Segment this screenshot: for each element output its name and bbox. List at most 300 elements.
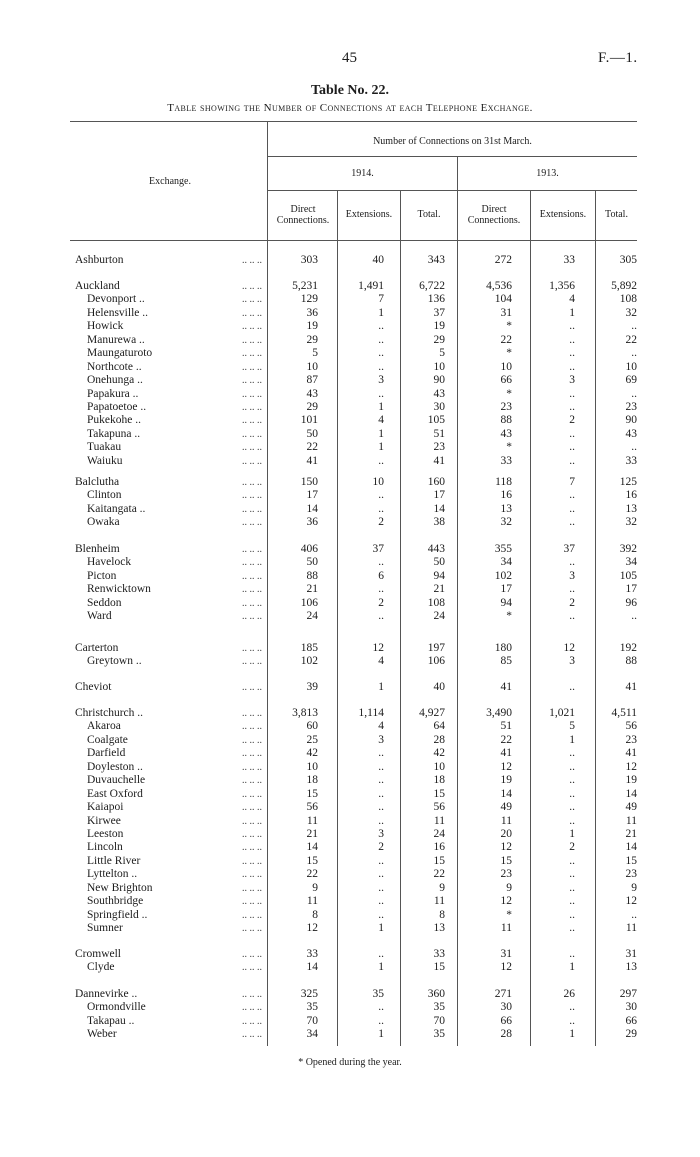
cell-d14: 36 [306, 516, 318, 529]
cell-t14: 136 [427, 293, 445, 306]
cell-e14: 1,114 [358, 707, 384, 719]
cell-e13: .. [569, 320, 575, 333]
cell-e13: 33 [563, 254, 575, 266]
cell-d13: 22 [500, 733, 512, 746]
cell-d14: 50 [306, 556, 318, 569]
cell-d13: 43 [500, 427, 512, 440]
exchange-name: Pukekohe .. [87, 414, 141, 427]
cell-d13: 28 [500, 1028, 512, 1041]
cell-e13: 4 [569, 293, 575, 306]
table-row [0, 556, 700, 569]
leader-dots: .. .. .. [242, 734, 262, 746]
cell-d13: 3,490 [486, 707, 512, 719]
cell-d14: 185 [300, 642, 318, 654]
exchange-name: Howick [87, 320, 124, 333]
cell-d14: 325 [300, 988, 318, 1000]
cell-t13: 125 [619, 476, 637, 488]
cell-e14: .. [378, 787, 384, 800]
cell-e13: 1 [569, 827, 575, 840]
cell-d14: 8 [312, 908, 318, 921]
cell-e14: 12 [372, 642, 384, 654]
table-row [0, 388, 700, 401]
table-row [0, 909, 700, 922]
exchange-name: Seddon [87, 596, 122, 609]
leader-dots: .. .. .. [242, 415, 262, 427]
cell-e14: 1 [378, 1028, 384, 1041]
cell-d13: 31 [500, 306, 512, 319]
cell-e13: .. [569, 427, 575, 440]
cell-t13: 5,892 [611, 280, 637, 292]
cell-e13: 1 [569, 961, 575, 974]
cell-d14: 35 [306, 1001, 318, 1014]
cell-t13: 23 [625, 868, 637, 881]
cell-t14: 197 [427, 642, 445, 654]
cell-d14: 303 [300, 254, 318, 266]
cell-d13: * [506, 908, 512, 921]
cell-t14: 30 [433, 400, 445, 413]
cell-t14: 106 [427, 655, 445, 668]
cell-d13: 49 [500, 801, 512, 814]
table-row [0, 570, 700, 583]
cell-d14: 41 [306, 454, 318, 467]
cell-t14: 28 [433, 733, 445, 746]
cell-d14: 10 [306, 360, 318, 373]
cell-e13: .. [569, 610, 575, 623]
cell-d14: 22 [306, 868, 318, 881]
cell-t13: 66 [625, 1014, 637, 1027]
cell-d13: 272 [494, 254, 512, 266]
table-row [0, 841, 700, 854]
cell-d14: 18 [306, 774, 318, 787]
leader-dots: .. .. .. [242, 455, 262, 467]
table-row [0, 707, 700, 720]
cell-t14: 443 [427, 543, 445, 555]
cell-d13: * [506, 320, 512, 333]
cell-e14: 3 [378, 374, 384, 387]
table-row [0, 1028, 700, 1041]
leader-dots: .. .. .. [242, 656, 262, 668]
exchange-name: Devonport .. [87, 293, 145, 306]
leader-dots: .. .. .. [242, 442, 262, 454]
cell-t13: 14 [625, 787, 637, 800]
cell-d14: 43 [306, 387, 318, 400]
exchange-name: Ashburton [75, 254, 124, 266]
table-row [0, 334, 700, 347]
cell-d13: * [506, 387, 512, 400]
exchange-name: East Oxford [87, 787, 143, 800]
cell-e13: .. [569, 681, 575, 693]
leader-dots: .. .. .. [242, 869, 262, 881]
exchange-name: Papakura .. [87, 387, 139, 400]
document-reference: F.—1. [598, 50, 638, 66]
table-row [0, 428, 700, 441]
cell-t14: 24 [433, 610, 445, 623]
exchange-name: Darfield [87, 747, 126, 760]
cell-t13: 41 [625, 747, 637, 760]
cell-d13: 12 [500, 895, 512, 908]
exchange-name: Little River [87, 854, 141, 867]
cell-e13: 37 [563, 543, 575, 555]
year-header-rule [267, 190, 637, 191]
cell-e13: .. [569, 895, 575, 908]
cell-d13: 355 [494, 543, 512, 555]
cell-d13: 4,536 [486, 280, 512, 292]
leader-dots: .. .. .. [242, 708, 262, 719]
cell-e13: 5 [569, 720, 575, 733]
table-row [0, 610, 700, 623]
cell-d13: 180 [494, 642, 512, 654]
cell-t13: .. [631, 610, 637, 623]
leader-dots: .. .. .. [242, 721, 262, 733]
exchange-name: Lyttelton .. [87, 868, 138, 881]
cell-t14: 35 [433, 1001, 445, 1014]
cell-e14: 2 [378, 516, 384, 529]
table-row [0, 347, 700, 360]
exchange-name: Cheviot [75, 681, 112, 693]
leader-dots: .. .. .. [242, 361, 262, 373]
leader-dots: .. .. .. [242, 428, 262, 440]
cell-t13: 11 [625, 814, 637, 827]
cell-e14: .. [378, 868, 384, 881]
leader-dots: .. .. .. [242, 842, 262, 854]
page-number: 45 [342, 50, 357, 66]
exchange-name: Duvauchelle [87, 774, 146, 787]
cell-e14: .. [378, 1001, 384, 1014]
exchange-name: Papatoetoe .. [87, 400, 147, 413]
cell-t13: 41 [625, 681, 637, 693]
cell-d14: 15 [306, 787, 318, 800]
cell-t13: 29 [625, 1028, 637, 1041]
exchange-name: Weber [87, 1028, 117, 1041]
leader-dots: .. .. .. [242, 517, 262, 529]
total-1914-header: Total. [417, 209, 441, 220]
cell-d13: 12 [500, 841, 512, 854]
table-row [0, 374, 700, 387]
cell-e13: 3 [569, 374, 575, 387]
table-row [0, 988, 700, 1001]
cell-e14: .. [378, 895, 384, 908]
leader-dots: .. .. .. [242, 643, 262, 654]
cell-d13: 88 [500, 414, 512, 427]
table-row [0, 543, 700, 556]
exchange-name: Takapau .. [87, 1014, 135, 1027]
cell-t14: 24 [433, 827, 445, 840]
table-row [0, 747, 700, 760]
cell-e14: .. [378, 610, 384, 623]
leader-dots: .. .. .. [242, 775, 262, 787]
table-row [0, 681, 700, 694]
cell-d14: 11 [306, 895, 318, 908]
cell-e13: .. [569, 556, 575, 569]
cell-t13: .. [631, 441, 637, 454]
direct-1914-header: Direct Connections. [276, 204, 330, 226]
cell-t13: 12 [625, 895, 637, 908]
cell-t14: 360 [427, 988, 445, 1000]
cell-e13: .. [569, 583, 575, 596]
leader-dots: .. .. .. [242, 307, 262, 319]
table-row [0, 455, 700, 468]
cell-e14: 6 [378, 569, 384, 582]
leader-dots: .. .. .. [242, 949, 262, 960]
leader-dots: .. .. .. [242, 962, 262, 974]
cell-e13: .. [569, 400, 575, 413]
cell-e14: .. [378, 908, 384, 921]
cell-e14: 10 [372, 476, 384, 488]
table-row [0, 401, 700, 414]
cell-t13: 17 [625, 583, 637, 596]
cell-e14: .. [378, 489, 384, 502]
table-row [0, 254, 700, 267]
cell-d13: 13 [500, 502, 512, 515]
cell-t13: 34 [625, 556, 637, 569]
cell-t14: 4,927 [419, 707, 445, 719]
cell-e13: .. [569, 360, 575, 373]
cell-t14: 6,722 [419, 280, 445, 292]
cell-e13: .. [569, 881, 575, 894]
cell-e14: .. [378, 854, 384, 867]
leader-dots: .. .. .. [242, 923, 262, 935]
cell-d14: 106 [300, 596, 318, 609]
cell-t14: 10 [433, 760, 445, 773]
cell-t13: 23 [625, 733, 637, 746]
table-row [0, 922, 700, 935]
cell-t13: 392 [619, 543, 637, 555]
cell-e14: 1 [378, 961, 384, 974]
leader-dots: .. .. .. [242, 1029, 262, 1041]
cell-t13: 305 [619, 254, 637, 266]
exchange-name: Southbridge [87, 895, 144, 908]
table-row [0, 815, 700, 828]
exchange-name: Clyde [87, 961, 115, 974]
cell-t13: 192 [619, 642, 637, 654]
cell-t14: 15 [433, 787, 445, 800]
cell-e14: .. [378, 360, 384, 373]
cell-e13: .. [569, 441, 575, 454]
table-row [0, 489, 700, 502]
cell-e14: 3 [378, 827, 384, 840]
exchange-name: Christchurch .. [75, 707, 144, 719]
cell-d13: 30 [500, 1001, 512, 1014]
leader-dots: .. .. .. [242, 909, 262, 921]
cell-d14: 9 [312, 881, 318, 894]
cell-d13: 17 [500, 583, 512, 596]
cell-e13: .. [569, 333, 575, 346]
cell-e13: 3 [569, 569, 575, 582]
cell-t13: 32 [625, 306, 637, 319]
leader-dots: .. .. .. [242, 321, 262, 333]
cell-e14: .. [378, 760, 384, 773]
exchange-name: Takapuna .. [87, 427, 141, 440]
cell-e13: .. [569, 516, 575, 529]
leader-dots: .. .. .. [242, 503, 262, 515]
cell-d13: 14 [500, 787, 512, 800]
cell-t13: 96 [625, 596, 637, 609]
cell-e14: .. [378, 333, 384, 346]
exchange-name: Springfield .. [87, 908, 148, 921]
table-row [0, 414, 700, 427]
cell-e13: 2 [569, 414, 575, 427]
cell-e14: .. [378, 1014, 384, 1027]
table-row [0, 788, 700, 801]
cell-t13: .. [631, 347, 637, 360]
leader-dots: .. .. .. [242, 1002, 262, 1014]
cell-d14: 34 [306, 1028, 318, 1041]
cell-d14: 36 [306, 306, 318, 319]
cell-d14: 21 [306, 827, 318, 840]
cell-t14: 41 [433, 454, 445, 467]
cell-t13: .. [631, 320, 637, 333]
cell-e13: 2 [569, 596, 575, 609]
cell-d13: 85 [500, 655, 512, 668]
cell-t14: 17 [433, 489, 445, 502]
cell-t14: 33 [433, 948, 445, 960]
leader-dots: .. .. .. [242, 761, 262, 773]
cell-t14: 37 [433, 306, 445, 319]
exchange-name: Kaitangata .. [87, 502, 146, 515]
table-row [0, 868, 700, 881]
cell-e14: 1 [378, 306, 384, 319]
exchange-name: Clinton [87, 489, 122, 502]
cell-e14: 3 [378, 733, 384, 746]
table-row [0, 320, 700, 333]
exchange-name: Coalgate [87, 733, 128, 746]
cell-t13: 43 [625, 427, 637, 440]
cell-d13: 66 [500, 374, 512, 387]
table-row [0, 948, 700, 961]
leader-dots: .. .. .. [242, 802, 262, 814]
cell-e13: .. [569, 948, 575, 960]
table-row [0, 280, 700, 293]
cell-e13: .. [569, 922, 575, 935]
cell-e13: .. [569, 502, 575, 515]
cell-e14: .. [378, 814, 384, 827]
cell-t14: 105 [427, 414, 445, 427]
exchange-name: Helensville .. [87, 306, 148, 319]
cell-t14: 42 [433, 747, 445, 760]
cell-e13: .. [569, 489, 575, 502]
table-row [0, 503, 700, 516]
cell-e14: .. [378, 583, 384, 596]
table-row [0, 801, 700, 814]
cell-t14: 35 [433, 1028, 445, 1041]
leader-dots: .. .. .. [242, 815, 262, 827]
cell-t13: 15 [625, 854, 637, 867]
cell-t13: 4,511 [611, 707, 637, 719]
cell-t13: 33 [625, 454, 637, 467]
cell-t14: 18 [433, 774, 445, 787]
table-row [0, 642, 700, 655]
cell-e13: .. [569, 908, 575, 921]
cell-d14: 14 [306, 961, 318, 974]
cell-e14: .. [378, 320, 384, 333]
table-row [0, 761, 700, 774]
cell-t14: 13 [433, 922, 445, 935]
leader-dots: .. .. .. [242, 828, 262, 840]
cell-e13: .. [569, 814, 575, 827]
cell-e13: 2 [569, 841, 575, 854]
exchange-name: Maungaturoto [87, 347, 153, 360]
cell-e13: 1,356 [549, 280, 575, 292]
cell-e14: 40 [372, 254, 384, 266]
cell-e13: .. [569, 454, 575, 467]
cell-d13: 12 [500, 961, 512, 974]
cell-e14: .. [378, 881, 384, 894]
leader-dots: .. .. .. [242, 788, 262, 800]
table-row [0, 895, 700, 908]
cell-t14: 8 [439, 908, 445, 921]
exchange-name: Renwicktown [87, 583, 151, 596]
cell-e13: .. [569, 787, 575, 800]
leader-dots: .. .. .. [242, 855, 262, 867]
cell-t14: 15 [433, 854, 445, 867]
leader-dots: .. .. .. [242, 748, 262, 760]
cell-d14: 21 [306, 583, 318, 596]
cell-d13: 32 [500, 516, 512, 529]
table-row [0, 1015, 700, 1028]
cell-e13: .. [569, 1014, 575, 1027]
exchange-name: Doyleston .. [87, 760, 143, 773]
cell-e13: .. [569, 774, 575, 787]
cell-d13: 16 [500, 489, 512, 502]
table-row [0, 655, 700, 668]
cell-e13: .. [569, 747, 575, 760]
cell-t14: 16 [433, 841, 445, 854]
cell-t14: 15 [433, 961, 445, 974]
cell-t14: 21 [433, 583, 445, 596]
cell-d14: 60 [306, 720, 318, 733]
cell-t13: 297 [619, 988, 637, 1000]
cell-d13: 15 [500, 854, 512, 867]
table-row [0, 293, 700, 306]
table-row [0, 855, 700, 868]
exchange-name: New Brighton [87, 881, 153, 894]
exchange-name: Manurewa .. [87, 333, 145, 346]
cell-d14: 15 [306, 854, 318, 867]
cell-t13: 11 [625, 922, 637, 935]
leader-dots: .. .. .. [242, 334, 262, 346]
table-row [0, 828, 700, 841]
cell-d14: 19 [306, 320, 318, 333]
column-header-rule [70, 240, 637, 241]
cell-d13: 31 [500, 948, 512, 960]
cell-e13: 26 [563, 988, 575, 1000]
exchange-name: Northcote .. [87, 360, 142, 373]
cell-t14: 160 [427, 476, 445, 488]
cell-e13: 7 [569, 476, 575, 488]
cell-d14: 56 [306, 801, 318, 814]
cell-t13: 13 [625, 502, 637, 515]
exchange-name: Lincoln [87, 841, 123, 854]
cell-t14: 9 [439, 881, 445, 894]
leader-dots: .. .. .. [242, 1015, 262, 1027]
leader-dots: .. .. .. [242, 557, 262, 569]
cell-d14: 29 [306, 400, 318, 413]
cell-e14: .. [378, 502, 384, 515]
cell-d14: 88 [306, 569, 318, 582]
leader-dots: .. .. .. [242, 584, 262, 596]
cell-t14: 43 [433, 387, 445, 400]
leader-dots: .. .. .. [242, 896, 262, 908]
cell-t13: 56 [625, 720, 637, 733]
cell-d14: 5,231 [292, 280, 318, 292]
cell-t14: 29 [433, 333, 445, 346]
cell-d14: 70 [306, 1014, 318, 1027]
cell-d13: 9 [506, 881, 512, 894]
cell-e14: 4 [378, 720, 384, 733]
cell-e14: .. [378, 948, 384, 960]
cell-d14: 11 [306, 814, 318, 827]
cell-d13: 22 [500, 333, 512, 346]
